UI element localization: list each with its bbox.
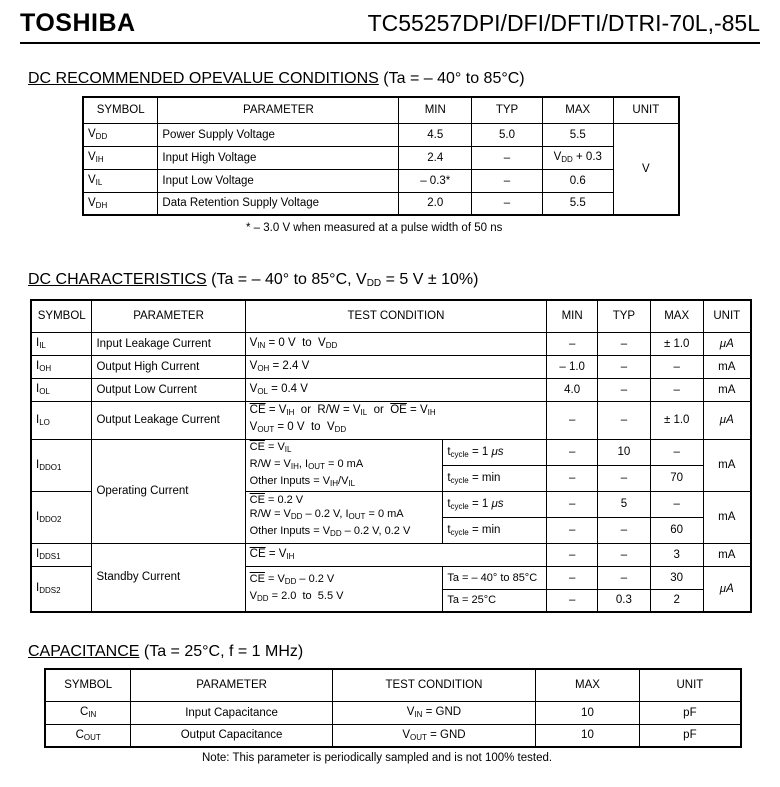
dc-min: – (547, 543, 598, 566)
rec-max: 5.5 (542, 123, 613, 146)
cap-h-param: PARAMETER (131, 669, 332, 701)
rec-footnote: * – 3.0 V when measured at a pulse width of 50 ns (246, 222, 503, 234)
cap-unit: pF (639, 701, 741, 724)
dc-max: 2 (650, 589, 703, 612)
dc-min: – (547, 566, 598, 589)
cap-h-unit: UNIT (639, 669, 741, 701)
dc-unit: mA (703, 491, 751, 543)
rec-param: Power Supply Voltage (158, 123, 399, 146)
dc-sym-idds2: $I_{DDS2}$ (31, 566, 92, 612)
dc-sym-iol: $I_{OL}$ (31, 378, 92, 401)
dc-max: 30 (650, 566, 703, 589)
rec-typ: 5.0 (472, 123, 543, 146)
dc-typ: – (598, 355, 651, 378)
rec-section-title (28, 70, 525, 88)
rec-min: 2.0 (399, 192, 472, 215)
rec-typ: – (472, 146, 543, 169)
dc-min: – (547, 491, 598, 517)
rec-max: 5.5 (542, 192, 613, 215)
table-row (45, 701, 741, 724)
rec-sym: $V_{IL}$ (83, 169, 158, 192)
dc-unit: μA (703, 566, 751, 612)
dc-min: – (547, 589, 598, 612)
rec-h-symbol: SYMBOL (83, 97, 158, 123)
dc-tcycle-min: $t_{cycle} = \min$ (443, 465, 547, 491)
dc-section-title (28, 271, 478, 289)
table-row (83, 123, 679, 146)
dc-min: – (547, 465, 598, 491)
rec-param: Input High Voltage (158, 146, 399, 169)
rec-min: – 0.3* (399, 169, 472, 192)
dc-sym-iddo1: $I_{DDO1}$ (31, 439, 92, 491)
rec-min: 2.4 (399, 146, 472, 169)
dc-max: 70 (650, 465, 703, 491)
dc-sym-iil: $I_{IL}$ (31, 332, 92, 355)
brand-logo: TOSHIBA (20, 9, 136, 37)
dc-min: – (547, 517, 598, 543)
dc-ta-25: Ta = 25°C (443, 589, 547, 612)
dc-test-idds1: $\overline{CE} = V_{IH}$ (245, 543, 547, 566)
dc-typ: 5 (598, 491, 651, 517)
dc-sym-idds1: $I_{DDS1}$ (31, 543, 92, 566)
dc-typ: – (598, 517, 651, 543)
dc-min: – 1.0 (547, 355, 598, 378)
dc-min: 4.0 (547, 378, 598, 401)
rec-table (82, 96, 680, 216)
dc-unit: mA (703, 543, 751, 566)
rec-min: 4.5 (399, 123, 472, 146)
table-row (31, 543, 751, 566)
table-row (83, 169, 679, 192)
cap-h-max: MAX (536, 669, 640, 701)
dc-min: – (547, 401, 598, 439)
dc-ta-range: Ta = – 40° to 85°C (443, 566, 547, 589)
dc-max: 60 (650, 517, 703, 543)
cap-section-title (28, 643, 303, 661)
dc-h-typ: TYP (598, 300, 651, 332)
rec-title-cond: (Ta = – 40° to 85°C) (378, 70, 525, 87)
dc-h-max: MAX (650, 300, 703, 332)
cap-title-cond: (Ta = 25°C, f = 1 MHz) (139, 643, 304, 660)
dc-tcycle-1us: $t_{cycle} = 1$ μs (443, 491, 547, 517)
dc-param: Output High Current (92, 355, 245, 378)
dc-unit: μA (703, 332, 751, 355)
dc-typ: – (598, 465, 651, 491)
dc-max: – (650, 378, 703, 401)
dc-sym-ilo: $I_{LO}$ (31, 401, 92, 439)
dc-param-operating: Operating Current (92, 439, 245, 543)
rec-unit: V (613, 123, 679, 215)
cap-sym-cin: $C_{IN}$ (45, 701, 131, 724)
dc-test-ioh: $V_{OH} = 2.4$ V (245, 355, 547, 378)
cap-note: Note: This parameter is periodically sampled and is not 100% tested. (202, 752, 553, 764)
rec-param: Data Retention Supply Voltage (158, 192, 399, 215)
rec-sym: $V_{DD}$ (83, 123, 158, 146)
dc-header-row (31, 300, 751, 332)
dc-param: Output Leakage Current (92, 401, 245, 439)
dc-test-iddo2: $\overline{CE} = 0.2$ V $R/W = V_{DD} - 0.2$ V, $I_{OUT} = 0$ mA Other Inputs = $V_{DD} - 0.2$ V, 0.2 V (245, 491, 443, 543)
dc-table (30, 299, 752, 613)
cap-test-cin: $V_{IN}$ = GND (332, 701, 535, 724)
cap-max: 10 (536, 701, 640, 724)
cap-param: Input Capacitance (131, 701, 332, 724)
dc-sym-iddo2: $I_{DDO2}$ (31, 491, 92, 543)
cap-header-row (45, 669, 741, 701)
dc-title-sub: DD (366, 278, 382, 289)
dc-min: – (547, 332, 598, 355)
dc-typ: – (598, 543, 651, 566)
dc-h-symbol: SYMBOL (31, 300, 92, 332)
dc-test-iddo1: $\overline{CE} = V_{IL}$ $R/W = V_{IH}$, $I_{OUT} = 0$ mA Other Inputs = $V_{IH}/V_{IL}$ (245, 439, 443, 491)
cap-sym-cout: $C_{OUT}$ (45, 724, 131, 747)
dc-max: – (650, 491, 703, 517)
dc-unit: mA (703, 439, 751, 491)
part-number: TC55257DPI/DFI/DFTI/DTRI-70L,-85L (367, 10, 760, 36)
cap-param: Output Capacitance (131, 724, 332, 747)
rec-header-row (83, 97, 679, 123)
rec-h-max: MAX (542, 97, 613, 123)
table-row (31, 332, 751, 355)
rec-sym: $V_{IH}$ (83, 146, 158, 169)
dc-typ: 10 (598, 439, 651, 465)
table-row (83, 146, 679, 169)
table-row (45, 724, 741, 747)
dc-typ: – (598, 332, 651, 355)
dc-typ: – (598, 378, 651, 401)
dc-unit: mA (703, 355, 751, 378)
dc-h-unit: UNIT (703, 300, 751, 332)
dc-tcycle-1us: $t_{cycle} = 1$ μs (443, 439, 547, 465)
rec-typ: – (472, 169, 543, 192)
cap-title-main: CAPACITANCE (28, 643, 140, 660)
cap-max: 10 (536, 724, 640, 747)
dc-typ: 0.3 (598, 589, 651, 612)
dc-max: ± 1.0 (650, 401, 703, 439)
rec-h-unit: UNIT (613, 97, 679, 123)
rec-typ: – (472, 192, 543, 215)
rec-max: $V_{DD} + 0.3$ (542, 146, 613, 169)
dc-test-ilo: $\overline{CE} = V_{IH}$ or $R/W = V_{IL}$ or $\overline{OE} = V_{IH}$ $V_{OUT} = 0$ V to $V_{DD}$ (245, 401, 547, 439)
dc-unit: mA (703, 378, 751, 401)
dc-typ: – (598, 401, 651, 439)
dc-min: – (547, 439, 598, 465)
cap-test-cout: $V_{OUT}$ = GND (332, 724, 535, 747)
rec-param: Input Low Voltage (158, 169, 399, 192)
rec-sym: $V_{DH}$ (83, 192, 158, 215)
dc-title-end: = 5 V ± 10%) (381, 271, 479, 288)
header-rule (20, 42, 760, 44)
rec-h-min: MIN (399, 97, 472, 123)
table-row (31, 355, 751, 378)
dc-unit: μA (703, 401, 751, 439)
dc-h-test: TEST CONDITION (245, 300, 547, 332)
dc-typ: – (598, 566, 651, 589)
dc-title-cond: (Ta = – 40° to 85°C, V (206, 271, 367, 288)
table-row (31, 401, 751, 439)
dc-param-standby: Standby Current (92, 543, 245, 612)
table-row (31, 378, 751, 401)
dc-max: – (650, 439, 703, 465)
dc-tcycle-min: $t_{cycle} = \min$ (443, 517, 547, 543)
cap-h-test: TEST CONDITION (332, 669, 535, 701)
dc-h-param: PARAMETER (92, 300, 245, 332)
table-row (31, 439, 751, 465)
dc-test-iol: $V_{OL} = 0.4$ V (245, 378, 547, 401)
dc-max: – (650, 355, 703, 378)
dc-max: 3 (650, 543, 703, 566)
dc-param: Input Leakage Current (92, 332, 245, 355)
table-row (83, 192, 679, 215)
cap-h-symbol: SYMBOL (45, 669, 131, 701)
rec-h-param: PARAMETER (158, 97, 399, 123)
cap-unit: pF (639, 724, 741, 747)
rec-h-typ: TYP (472, 97, 543, 123)
dc-test-idds2: $\overline{CE} = V_{DD} - 0.2$ V $V_{DD} = 2.0$ to 5.5 V (245, 566, 443, 612)
dc-param: Output Low Current (92, 378, 245, 401)
rec-max: 0.6 (542, 169, 613, 192)
rec-title-main: DC RECOMMENDED OPEVALUE CONDITIONS (28, 70, 379, 87)
dc-sym-ioh: $I_{OH}$ (31, 355, 92, 378)
dc-max: ± 1.0 (650, 332, 703, 355)
cap-table (44, 668, 742, 748)
dc-test-iil: $V_{IN} = 0$ V to $V_{DD}$ (245, 332, 547, 355)
dc-title-main: DC CHARACTERISTICS (28, 271, 207, 288)
dc-h-min: MIN (547, 300, 598, 332)
